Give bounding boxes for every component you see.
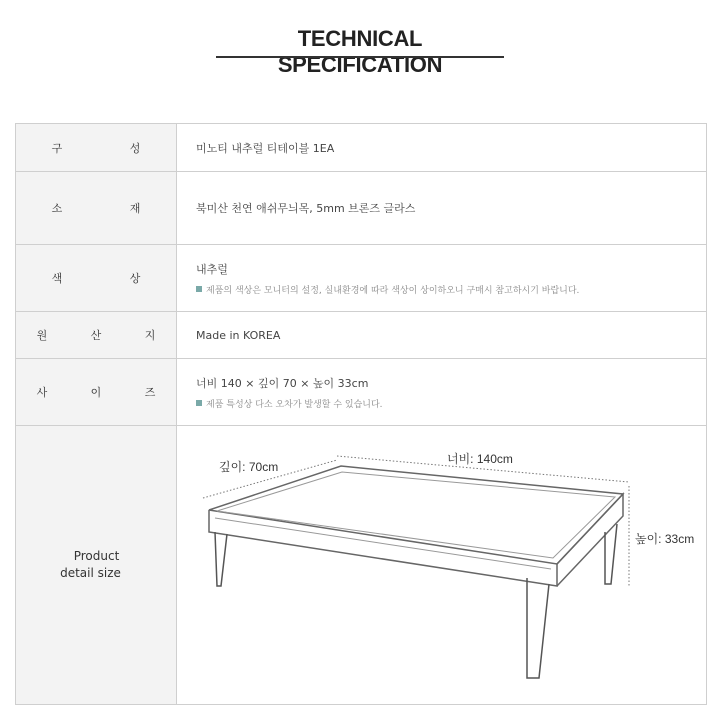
table-top-outline (209, 466, 623, 564)
detail-diagram-cell (177, 426, 707, 705)
spec-value-composition: 미노티 내추럴 티테이블 1EA (177, 124, 707, 172)
spec-label-detail: Product detail size (16, 426, 177, 705)
front-right-leg (527, 578, 549, 678)
spec-value-color: 내추럴 제품의 색상은 모니터의 설정, 실내환경에 따라 색상이 상이하오니 구매시 참고하시기 바랍니다. (177, 245, 707, 312)
depth-label: 깊이: 70cm (219, 460, 279, 474)
spec-label-color: 색 상 (16, 245, 177, 312)
note-square-icon (196, 400, 202, 406)
width-label: 너비: 140cm (447, 452, 513, 466)
spec-row-detail (16, 426, 707, 705)
spec-value-origin: Made in KOREA (177, 312, 707, 359)
spec-label-material: 소 재 (16, 172, 177, 245)
front-left-leg (215, 532, 227, 586)
color-note: 제품의 색상은 모니터의 설정, 실내환경에 따라 색상이 상이하오니 구매시 참고하시기 바랍니다. (196, 283, 705, 296)
page-title: TECHNICAL SPECIFICATION (277, 26, 443, 77)
front-apron (209, 510, 557, 586)
glass-inner-outline (217, 472, 615, 558)
spec-table (15, 123, 707, 705)
spec-row-composition (16, 124, 707, 172)
spec-row-size (16, 359, 707, 426)
table-diagram (177, 426, 711, 704)
apron-groove (215, 518, 551, 569)
size-note: 제품 특성상 다소 오차가 발생할 수 있습니다. (196, 397, 705, 410)
note-square-icon (196, 286, 202, 292)
spec-label-size: 사 이 즈 (16, 359, 177, 426)
spec-value-material: 북미산 천연 애쉬무늬목, 5mm 브론즈 글라스 (177, 172, 707, 245)
spec-label-composition: 구 성 (16, 124, 177, 172)
spec-row-origin (16, 312, 707, 359)
spec-row-color (16, 245, 707, 312)
side-apron (557, 494, 623, 586)
title-underline (216, 56, 504, 58)
height-label: 높이: 33cm (635, 532, 695, 546)
spec-value-size: 너비 140 × 깊이 70 × 높이 33cm 제품 특성상 다소 오차가 발생할 수 있습니다. (177, 359, 707, 426)
header (0, 0, 720, 80)
spec-label-origin: 원 산 지 (16, 312, 177, 359)
spec-row-material (16, 172, 707, 245)
